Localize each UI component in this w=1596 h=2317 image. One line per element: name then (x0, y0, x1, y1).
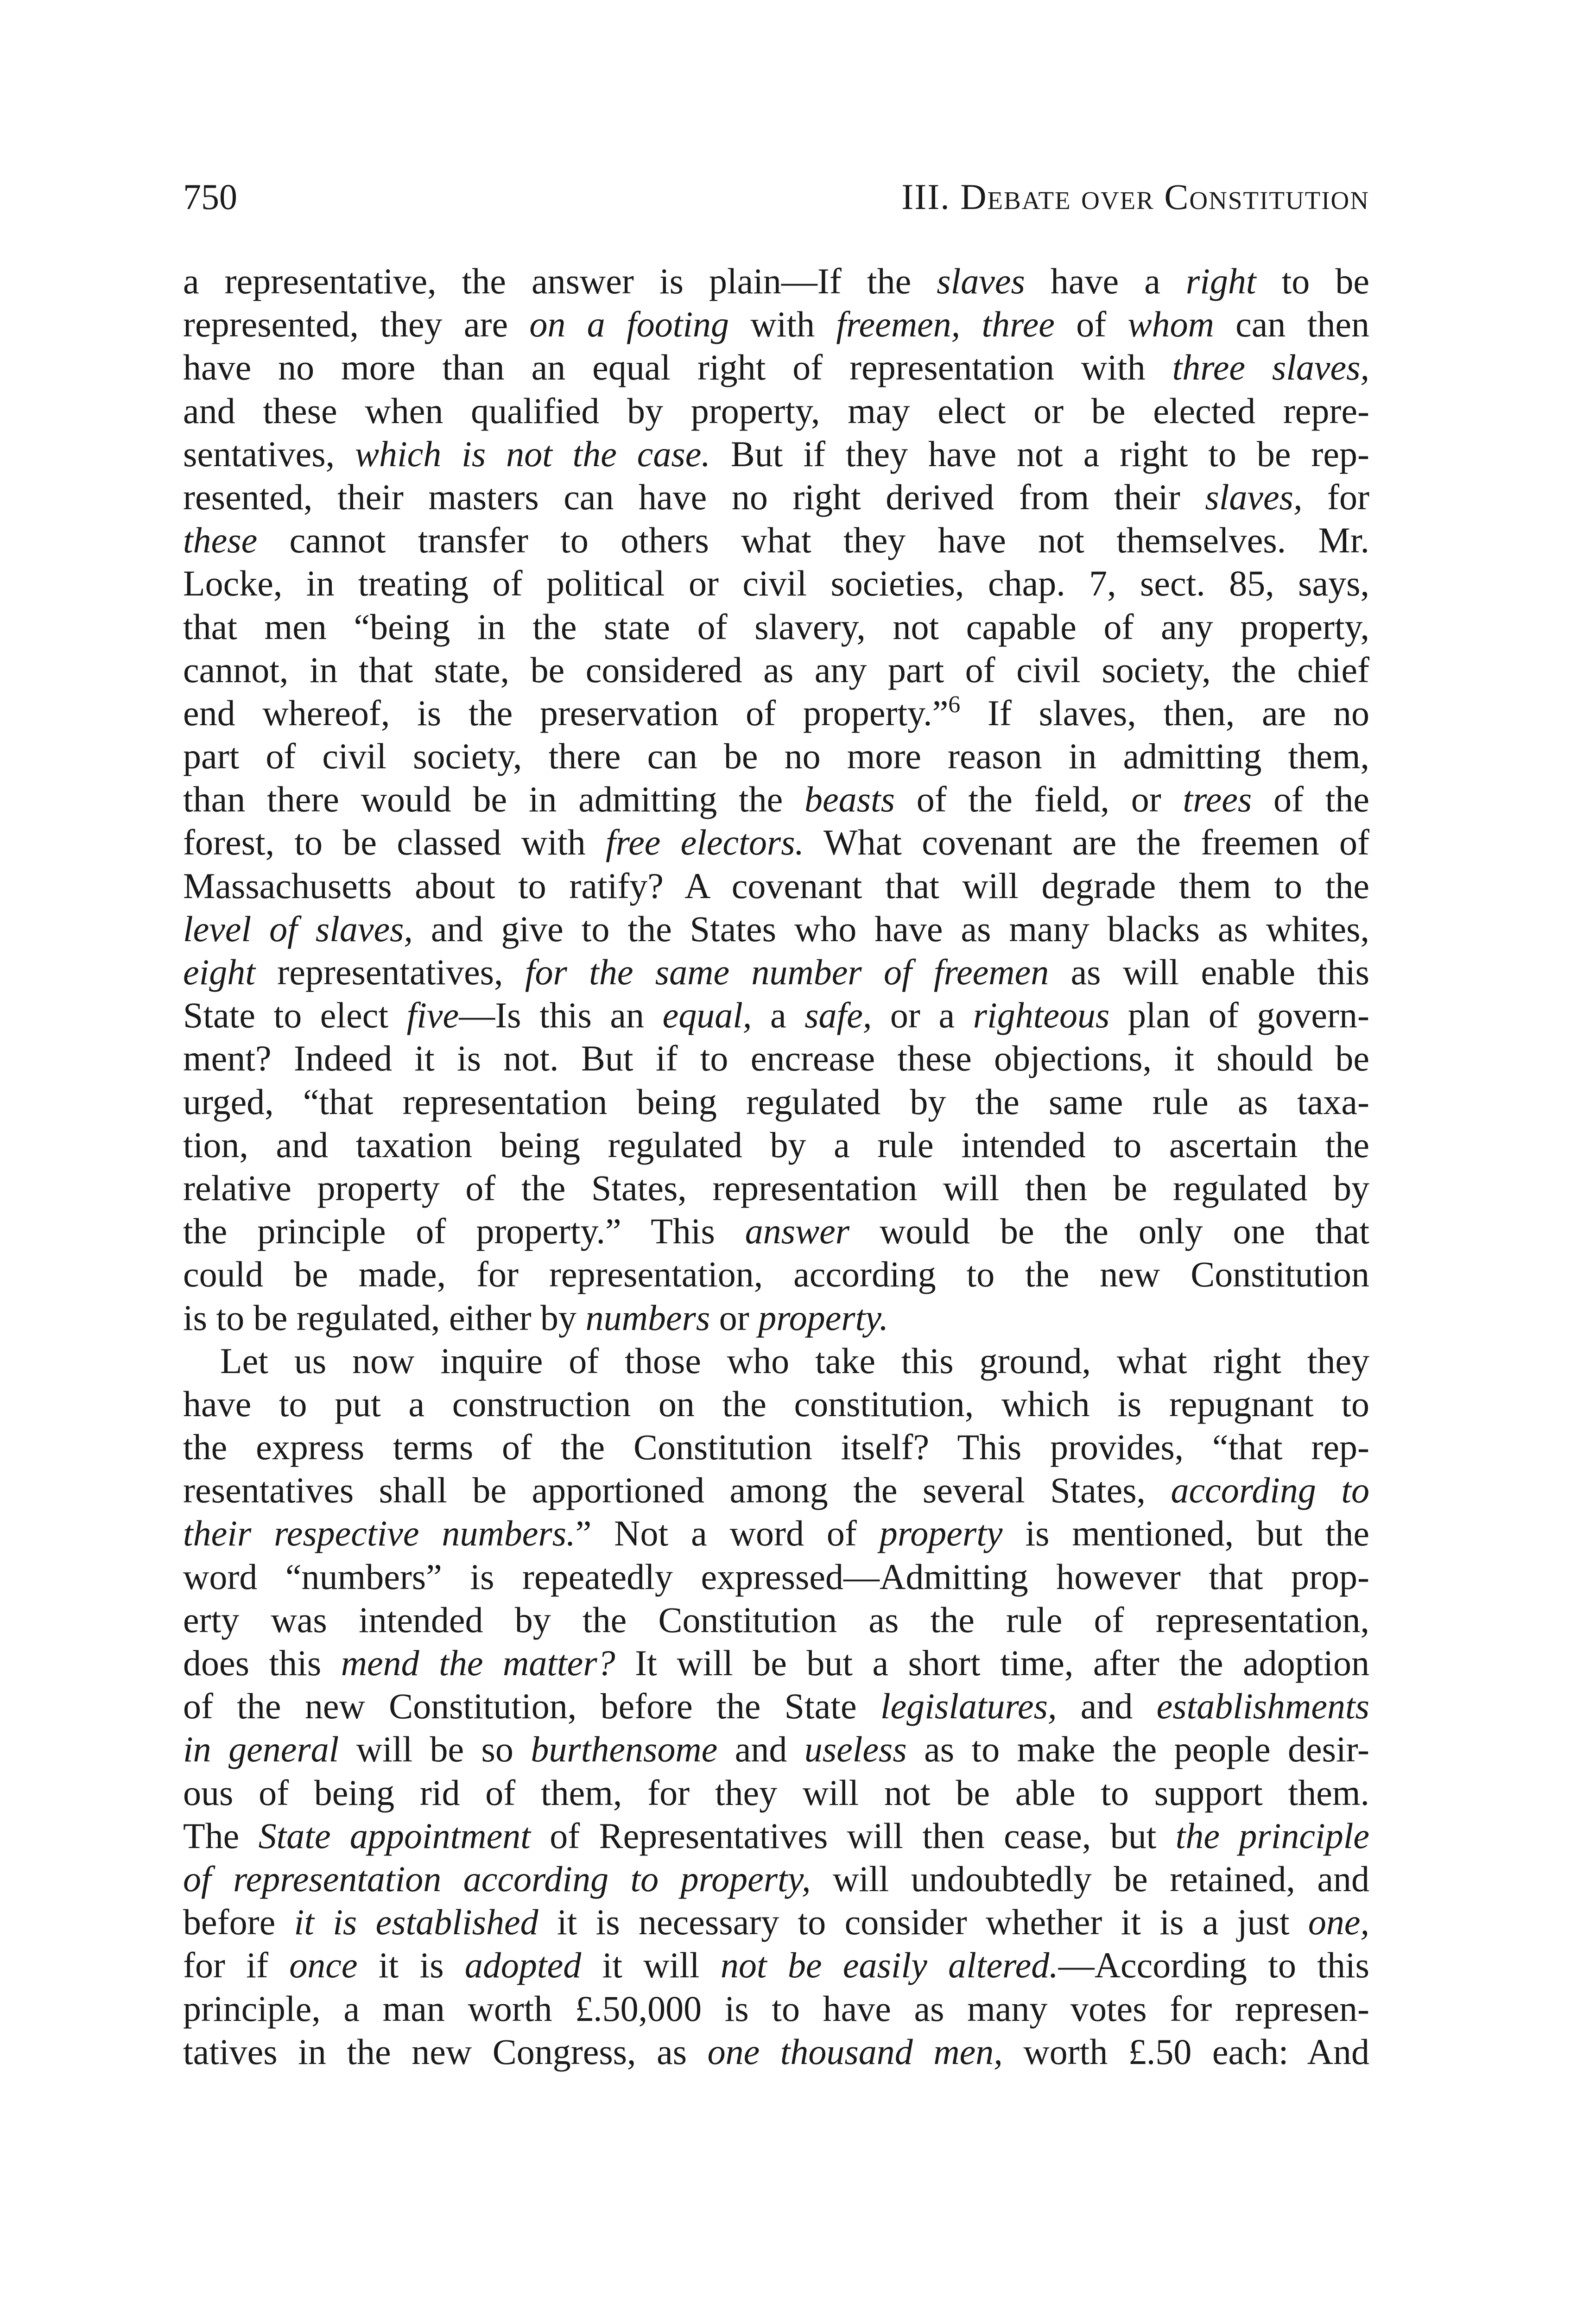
text-segment: it will (581, 1945, 721, 1986)
text-line (183, 1555, 1369, 1598)
text-segment: and (1057, 1686, 1157, 1727)
text-segment: and (717, 1729, 804, 1770)
italic-text: these (183, 520, 258, 561)
text-line (183, 1166, 1369, 1209)
text-line (183, 1425, 1369, 1469)
text-line (183, 1296, 1369, 1339)
text-segment: is to be regulated, either by (183, 1297, 586, 1338)
text-segment: It will be but a short time, after the adoption (615, 1643, 1370, 1683)
text-line (183, 821, 1369, 864)
italic-text: according to (1171, 1470, 1369, 1511)
italic-text: on a footing (529, 304, 729, 345)
italic-text: once (289, 1945, 358, 1986)
italic-text: adopted (464, 1945, 582, 1986)
text-segment: as will enable this (1049, 952, 1370, 992)
italic-text: useless (804, 1729, 907, 1770)
italic-text: burthensome (531, 1729, 718, 1770)
text-line (183, 1900, 1369, 1943)
text-segment: it is necessary to consider whether it is a just (538, 1902, 1308, 1943)
text-segment: can then (1214, 304, 1370, 345)
text-line (183, 432, 1369, 475)
italic-text: numbers (585, 1297, 710, 1338)
text-segment: represented, they are (183, 304, 530, 345)
text-line (183, 1339, 1369, 1382)
text-segment: have no more than an equal right of representation with (183, 347, 1172, 388)
italic-text: freemen, three (836, 304, 1055, 345)
text-segment: What covenant are the freemen of (804, 822, 1369, 863)
text-segment: of the (1252, 779, 1370, 820)
italic-text: legislatures, (880, 1686, 1057, 1727)
text-segment: ous of being rid of them, for they will not be able to support them. (183, 1772, 1369, 1813)
text-segment: forest, to be classed with (183, 822, 606, 863)
italic-text: eight (183, 952, 255, 992)
text-line (183, 1382, 1369, 1425)
text-segment: it is (357, 1945, 465, 1986)
italic-text: whom (1127, 304, 1214, 345)
italic-text: answer (745, 1211, 850, 1252)
italic-text: right (1185, 261, 1256, 301)
text-segment: that men “being in the state of slavery, not capable of any property, (183, 606, 1369, 647)
text-segment: sentatives, (183, 433, 355, 474)
text-segment: cannot transfer to others what they have not themselves. Mr. (257, 520, 1369, 561)
italic-text: not be easily altered. (720, 1945, 1058, 1986)
text-segment: have a (1025, 261, 1186, 301)
text-line (183, 303, 1369, 346)
text-segment: of Representatives will then cease, but (530, 1815, 1176, 1856)
text-segment: with (729, 304, 836, 345)
italic-text: safe, (804, 995, 872, 1036)
text-line (183, 1771, 1369, 1814)
text-segment: for (1302, 476, 1369, 517)
text-line (183, 475, 1369, 519)
text-segment: part of civil society, there can be no more reason in admitting them, (183, 736, 1369, 777)
text-line (183, 1814, 1369, 1857)
italic-text: free electors. (605, 822, 804, 863)
italic-text: three slaves, (1172, 347, 1369, 388)
text-line (183, 1598, 1369, 1641)
text-segment: a (752, 995, 805, 1036)
text-segment: erty was intended by the Constitution as the rule of representation, (183, 1599, 1369, 1640)
text-segment: representatives, (255, 952, 525, 992)
italic-text: the principle (1175, 1815, 1370, 1856)
italic-text: their respective numbers. (183, 1513, 576, 1554)
text-line (183, 648, 1369, 691)
text-segment: tion, and taxation being regulated by a rule intended to ascertain the (183, 1124, 1369, 1165)
text-segment: —Is this an (459, 995, 663, 1036)
text-line (183, 1641, 1369, 1684)
text-line (183, 519, 1369, 562)
text-segment: worth £.50 each: And (1002, 2031, 1369, 2072)
text-line (183, 994, 1369, 1037)
text-segment: and these when qualified by property, may elect or be elected repre- (183, 390, 1369, 431)
text-segment: to be (1256, 261, 1369, 301)
text-line (183, 864, 1369, 907)
text-segment: —According to this (1058, 1945, 1369, 1986)
text-line (183, 691, 1369, 734)
text-line (183, 1469, 1369, 1512)
text-segment: the principle of property.” This (183, 1211, 745, 1252)
italic-text: mend the matter? (341, 1643, 615, 1683)
text-line (183, 1987, 1369, 2030)
text-segment: cannot, in that state, be considered as any part of civil society, the chief (183, 649, 1369, 690)
italic-text: in general (183, 1729, 339, 1770)
italic-text: beasts (804, 779, 895, 820)
text-segment: ” Not a word of (575, 1513, 880, 1554)
italic-text: trees (1183, 779, 1252, 820)
italic-text: slaves (937, 261, 1025, 301)
text-segment: If slaves, then, are no (960, 692, 1369, 733)
italic-text: equal, (662, 995, 752, 1036)
italic-text: which is not the case. (355, 433, 710, 474)
text-segment: would be the only one that (849, 1211, 1369, 1252)
text-segment: resentatives shall be apportioned among the several States, (183, 1470, 1171, 1511)
text-line (183, 1253, 1369, 1296)
text-segment: have to put a construction on the constitution, which is repugnant to (183, 1383, 1369, 1424)
text-line (183, 734, 1369, 778)
text-segment: Locke, in treating of political or civil societies, chap. 7, sect. 85, says, (183, 563, 1369, 604)
italic-text: one, (1308, 1902, 1369, 1943)
text-line (183, 778, 1369, 821)
text-segment: of (1054, 304, 1128, 345)
text-segment: will undoubtedly be retained, and (811, 1858, 1369, 1899)
italic-text: of representation according to property, (183, 1858, 811, 1899)
text-segment: ment? Indeed it is not. But if to encrease these objections, it should be (183, 1038, 1369, 1079)
text-line (183, 907, 1369, 950)
italic-text: slaves, (1205, 476, 1303, 517)
text-segment: principle, a man worth £.50,000 is to have as many votes for represen- (183, 1988, 1369, 2029)
text-line (183, 260, 1369, 303)
text-segment: But if they have not a right to be rep- (710, 433, 1370, 474)
text-segment: tatives in the new Congress, as (183, 2031, 708, 2072)
text-segment: does this (183, 1643, 341, 1683)
text-line (183, 1512, 1369, 1555)
text-line (183, 1943, 1369, 1987)
page-number: 750 (183, 177, 237, 217)
text-line (183, 1080, 1369, 1123)
text-segment: or (710, 1297, 759, 1338)
text-segment: could be made, for representation, according to the new Constitution (183, 1254, 1369, 1295)
text-line (183, 1209, 1369, 1253)
text-line (183, 605, 1369, 648)
italic-text: property. (758, 1297, 889, 1338)
text-segment: State to elect (183, 995, 407, 1036)
text-line (183, 1123, 1369, 1166)
text-line (183, 1728, 1369, 1771)
text-segment: will be so (339, 1729, 531, 1770)
italic-text: five (406, 995, 459, 1036)
text-segment: Massachusetts about to ratify? A covenant that will degrade them to the (183, 865, 1369, 906)
text-segment: urged, “that representation being regulated by the same rule as taxa- (183, 1081, 1369, 1122)
italic-text: for the same number of freemen (525, 952, 1049, 992)
text-line (183, 346, 1369, 389)
running-head (183, 171, 1369, 222)
text-line (183, 1037, 1369, 1080)
italic-text: establishments (1156, 1686, 1369, 1727)
footnote-marker: 6 (948, 691, 961, 718)
italic-text: level of slaves, (183, 908, 413, 949)
text-segment: of the new Constitution, before the State (183, 1686, 880, 1727)
italic-text: righteous (973, 995, 1110, 1036)
text-segment: Let us now inquire of those who take this ground, what right they (220, 1340, 1369, 1381)
text-line (183, 1684, 1369, 1728)
text-segment: The (183, 1815, 259, 1856)
text-segment: resented, their masters can have no right derived from their (183, 476, 1205, 517)
text-line (183, 389, 1369, 432)
text-line (183, 2030, 1369, 2073)
text-segment: than there would be in admitting the (183, 779, 805, 820)
text-segment: word “numbers” is repeatedly expressed—Admitting however that prop- (183, 1556, 1369, 1597)
text-segment: before (183, 1902, 294, 1943)
italic-text: State appointment (258, 1815, 531, 1856)
text-segment: is mentioned, but the (1002, 1513, 1369, 1554)
text-segment: or a (872, 995, 973, 1036)
text-segment: as to make the people desir- (906, 1729, 1370, 1770)
text-segment: and give to the States who have as many blacks as whites, (412, 908, 1369, 949)
text-line (183, 1857, 1369, 1900)
section-title: III. Debate over Constitution (901, 177, 1369, 217)
text-segment: the express terms of the Constitution itself? This provides, “that rep- (183, 1427, 1369, 1468)
text-segment: plan of govern- (1109, 995, 1369, 1036)
text-segment: relative property of the States, representation will then be regulated by (183, 1167, 1369, 1208)
text-line (183, 950, 1369, 994)
text-segment: a representative, the answer is plain—If the (183, 261, 937, 301)
text-line (183, 562, 1369, 605)
italic-text: property (879, 1513, 1003, 1554)
italic-text: one thousand men, (707, 2031, 1003, 2072)
body-text (183, 260, 1369, 2073)
text-segment: of the field, or (895, 779, 1183, 820)
italic-text: it is established (294, 1902, 538, 1943)
text-segment: end whereof, is the preservation of property.” (183, 692, 949, 733)
text-segment: for if (183, 1945, 290, 1986)
